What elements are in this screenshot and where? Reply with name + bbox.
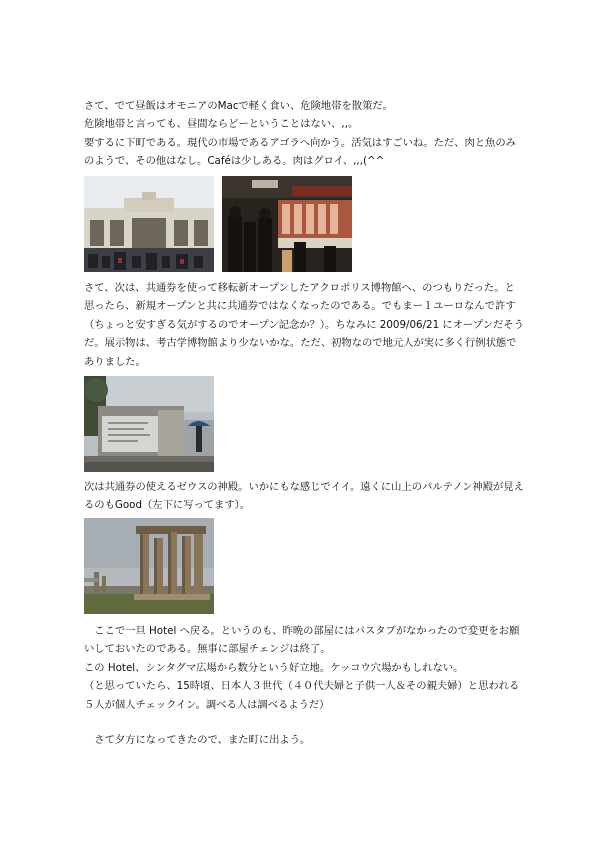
paragraph-acropolis-museum: さて、次は、共通券を使って移転新オープンしたアクロポリス博物館へ、のつもりだった。と思ったら、新規オープンと共に共通券ではなくなったのである。でもまー１ユーロなんで許す（ちょっと安すぎる気がするのでオープン記念か？）。ちなみに 2009/06/21 にオープンだそうだ。展示物は、考古学博物館より少ないかな。ただ、初物なので地元人が実に多く行例状態でありました。	[84, 282, 524, 368]
paragraph-hotel-return: ここで一旦 Hotel へ戻る。というのも、昨晩の部屋にはバスタブがなかったので変更をお願いしておいたのである。無事に部屋チェンジは終了。 この Hotel、シンタグマ広場から数分という好立地。ケッコウ穴場かもしれない。 （と思っていたら、15時頃、日本人３世代（４０代夫婦と子供一人＆その親夫婦）と思われる５人が個人チェックイン。調べる人は調べるようだ）	[84, 625, 520, 711]
temple-of-zeus-photo	[84, 518, 214, 614]
paragraph-temple-of-zeus: 次は共通券の使えるゼウスの神殿。いかにもな感じでイイ。遠くに山上のパルテノン神殿が見えるのもGood（左下に写ってます）。	[84, 481, 524, 512]
museum-entrance-photo	[84, 376, 214, 472]
meat-market-photo	[222, 176, 352, 272]
market-building-photo	[84, 176, 214, 272]
paragraph-lunch-market: さて、でて昼飯はオモニアのMacで軽く食い、危険地帯を散策だ。 危険地帯と言っても、昼間ならどーということはない、,,。 要するに下町である。現代の市場であるアゴラへ向かう。活気はすごいね。ただ、肉と魚のみのようで、その他はなし。Caféは少しある。肉はグロイ、,,,(^^	[84, 100, 516, 168]
paragraph-evening: さて夕方になってきたので、また町に出よう。	[84, 734, 311, 746]
